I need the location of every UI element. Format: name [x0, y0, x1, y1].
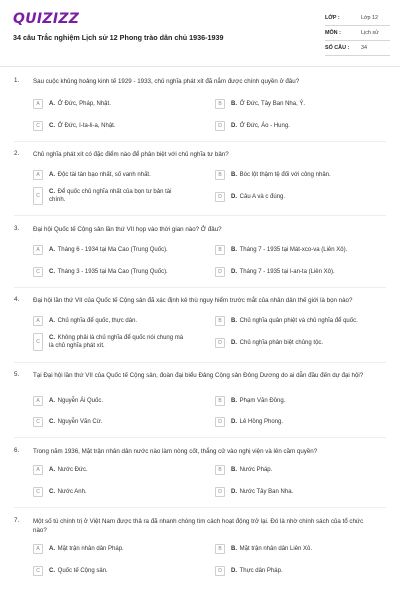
option-letter-box: A [33, 316, 43, 326]
option-d[interactable] [215, 564, 371, 577]
option-letter-box: A [33, 170, 43, 180]
question-number: 6. [14, 447, 20, 454]
option-d[interactable] [215, 485, 371, 498]
option-key: A. [49, 397, 55, 404]
question-divider [14, 215, 386, 216]
option-text: Mặt trận nhân dân Liên Xô. [239, 545, 313, 552]
option-letter-box: A [33, 396, 43, 406]
question-text: Một số tù chính trị ở Việt Nam được thả ra đã nhanh chóng tìm cách hoạt động trở lại. Đó là nhờ chính sách của tổ chức nào? [33, 518, 364, 534]
option-a[interactable] [33, 97, 189, 110]
option-b[interactable] [215, 243, 371, 256]
option-text: Tháng 3 - 1935 tại Ma Cao (Trung Quốc). [57, 268, 168, 275]
option-text: Ở Đức, Tây Ban Nha, Ý. [239, 100, 306, 107]
option-text: Nước Pháp. [239, 466, 273, 473]
option-key: C. [49, 122, 55, 129]
option-c[interactable] [33, 265, 189, 278]
option-text: Ở Đức, Áo - Hung. [239, 122, 290, 129]
option-text: Nước Tây Ban Nha. [239, 488, 294, 495]
option-key: B. [231, 545, 237, 552]
meta-row-subject [325, 26, 390, 41]
option-text: Chủ nghĩa phân biệt chủng tộc. [239, 339, 324, 346]
option-text: Phạm Văn Đồng. [239, 397, 286, 404]
option-b[interactable] [215, 463, 371, 476]
option-text: Nước Đức. [57, 466, 88, 473]
option-key: A. [49, 317, 55, 324]
option-text: Không phải là chủ nghĩa để quốc nói chung mà là chủ nghĩa phát xít. [49, 335, 184, 349]
option-key: C. [49, 189, 55, 195]
option-text: Để quốc chủ nghĩa nhất của bọn tư bản tài chính. [49, 189, 172, 203]
option-key: C. [49, 567, 55, 574]
question-text: Tại Đại hội lần thứ VII của Quốc tế Cộng sản, đoàn đại biểu Đảng Cộng sản Đông Dương do ai dẫn đầu đến dự đại hội? [33, 372, 364, 379]
option-text: Tháng 7 - 1935 tại l-an-ta (Liên Xô). [239, 268, 335, 275]
option-b[interactable] [215, 314, 371, 327]
question-divider [14, 437, 386, 438]
option-key: C. [49, 268, 55, 275]
meta-row-class [325, 11, 390, 26]
option-key: B. [231, 246, 237, 253]
option-key: D. [231, 268, 237, 275]
option-b[interactable] [215, 97, 371, 110]
meta-value: Lịch sử [361, 30, 379, 36]
option-key: B. [231, 397, 237, 404]
option-letter-box: C [33, 187, 43, 205]
option-key: C. [49, 488, 55, 495]
option-c[interactable] [33, 564, 189, 577]
meta-label: MÔN : [325, 30, 341, 36]
option-key: A. [49, 246, 55, 253]
question-divider [14, 141, 386, 142]
option-a[interactable] [33, 243, 189, 256]
option-b[interactable] [215, 168, 371, 181]
option-key: A. [49, 466, 55, 473]
question-text: Trong năm 1936, Mặt trận nhân dân nước nào làm nòng cốt, thắng cử vào nghị viện và lên cầm quyền? [33, 448, 318, 455]
question-divider [14, 362, 386, 363]
option-key: B. [231, 100, 237, 107]
page-title: 34 câu Trắc nghiệm Lịch sử 12 Phong trào dân chủ 1936-1939 [13, 33, 224, 42]
question-divider [14, 287, 386, 288]
option-key: D. [231, 418, 237, 425]
quizizz-logo: QUIZIZZ [13, 11, 80, 27]
question-text: Sau cuộc khủng hoảng kinh tế 1929 - 1933, chủ nghĩa phát xít đã nắm được chính quyền ở đâu? [33, 78, 300, 85]
meta-label: LỚP : [325, 15, 340, 21]
option-letter-box: C [33, 333, 43, 351]
question-number: 1. [14, 77, 20, 84]
option-letter-box: B [215, 245, 225, 255]
option-c[interactable] [33, 332, 189, 352]
option-key: B. [231, 466, 237, 473]
option-letter-box: D [215, 267, 225, 277]
option-text: Quốc tế Cộng sản. [57, 567, 108, 574]
option-key: D. [231, 488, 237, 495]
option-key: A. [49, 171, 55, 178]
question-text: Đại hội Quốc tế Cộng sản lần thứ VII họp vào thời gian nào? Ở đâu? [33, 226, 222, 233]
question-divider [14, 507, 386, 508]
option-text: Ở Đức, Pháp, Nhật. [57, 100, 111, 107]
meta-label: SỐ CÂU : [325, 45, 350, 51]
option-text: Câu A và c đúng. [239, 193, 286, 200]
option-key: C. [49, 335, 55, 341]
option-c[interactable] [33, 415, 189, 428]
option-d[interactable] [215, 190, 371, 203]
option-letter-box: B [215, 99, 225, 109]
option-text: Nước Anh. [57, 488, 87, 495]
question-number: 7. [14, 517, 20, 524]
option-key: B. [231, 317, 237, 324]
option-key: C. [49, 418, 55, 425]
option-key: D. [231, 567, 237, 574]
option-d[interactable] [215, 415, 371, 428]
option-letter-box: C [33, 267, 43, 277]
question-number: 4. [14, 296, 20, 303]
option-a[interactable] [33, 168, 189, 181]
option-letter-box: C [33, 487, 43, 497]
option-letter-box: C [33, 121, 43, 131]
question-text: Chủ nghĩa phát xít có đặc điểm nào để phân biệt với chủ nghĩa tư bản? [33, 151, 229, 158]
question-number: 5. [14, 371, 20, 378]
option-letter-box: C [33, 417, 43, 427]
option-letter-box: A [33, 465, 43, 475]
option-key: A. [49, 545, 55, 552]
option-key: B. [231, 171, 237, 178]
option-c[interactable] [33, 186, 189, 206]
header-divider [0, 66, 400, 67]
option-text: Chủ nghĩa quân phiệt và chủ nghĩa để quốc. [239, 317, 358, 324]
option-text: Mặt trận nhân dân Pháp. [57, 545, 124, 552]
option-letter-box: B [215, 316, 225, 326]
question-number: 2. [14, 150, 20, 157]
option-text: Thực dân Pháp. [239, 567, 283, 574]
option-b[interactable] [215, 542, 371, 555]
option-text: Nguyễn Ái Quốc. [57, 397, 104, 404]
option-text: Chủ nghĩa để quốc, thực dân. [57, 317, 138, 324]
meta-table [325, 11, 390, 56]
option-letter-box: B [215, 396, 225, 406]
option-letter-box: A [33, 99, 43, 109]
option-d[interactable] [215, 119, 371, 132]
option-letter-box: D [215, 566, 225, 576]
option-d[interactable] [215, 265, 371, 278]
option-text: Ở Đức, I-ta-li-a, Nhật. [57, 122, 116, 129]
option-letter-box: A [33, 245, 43, 255]
option-a[interactable] [33, 394, 189, 407]
option-letter-box: B [215, 544, 225, 554]
question-number: 3. [14, 225, 20, 232]
option-d[interactable] [215, 336, 371, 349]
option-a[interactable] [33, 542, 189, 555]
option-letter-box: D [215, 338, 225, 348]
option-letter-box: D [215, 192, 225, 202]
option-b[interactable] [215, 394, 371, 407]
option-text: Nguyễn Văn Cừ. [57, 418, 103, 425]
option-key: D. [231, 122, 237, 129]
option-a[interactable] [33, 314, 189, 327]
worksheet-header [0, 0, 400, 62]
option-letter-box: D [215, 487, 225, 497]
question-text: Đại hội lần thứ VII của Quốc tế Cộng sản đã xác định kẻ thù nguy hiểm trước mắt của nhân dân thế giới là bọn nào? [33, 297, 353, 304]
option-letter-box: A [33, 544, 43, 554]
option-c[interactable] [33, 485, 189, 498]
option-a[interactable] [33, 463, 189, 476]
meta-row-count [325, 41, 390, 56]
option-text: Lê Hồng Phong. [239, 418, 284, 425]
option-c[interactable] [33, 119, 189, 132]
meta-value: Lớp 12 [361, 15, 379, 21]
option-letter-box: D [215, 121, 225, 131]
option-key: D. [231, 339, 237, 346]
option-letter-box: B [215, 170, 225, 180]
option-letter-box: C [33, 566, 43, 576]
option-text: Tháng 6 - 1934 tại Ma Cao (Trung Quốc). [57, 246, 168, 253]
meta-value: 34 [361, 45, 367, 51]
option-key: A. [49, 100, 55, 107]
option-key: D. [231, 193, 237, 200]
option-letter-box: B [215, 465, 225, 475]
option-text: Bóc lột thậm tệ đối với công nhân. [239, 171, 331, 178]
option-letter-box: D [215, 417, 225, 427]
option-text: Tháng 7 - 1935 tại Mát-xco-va (Liên Xô). [239, 246, 348, 253]
option-text: Độc tài tàn bạo nhất, số vanh nhất. [57, 171, 151, 178]
